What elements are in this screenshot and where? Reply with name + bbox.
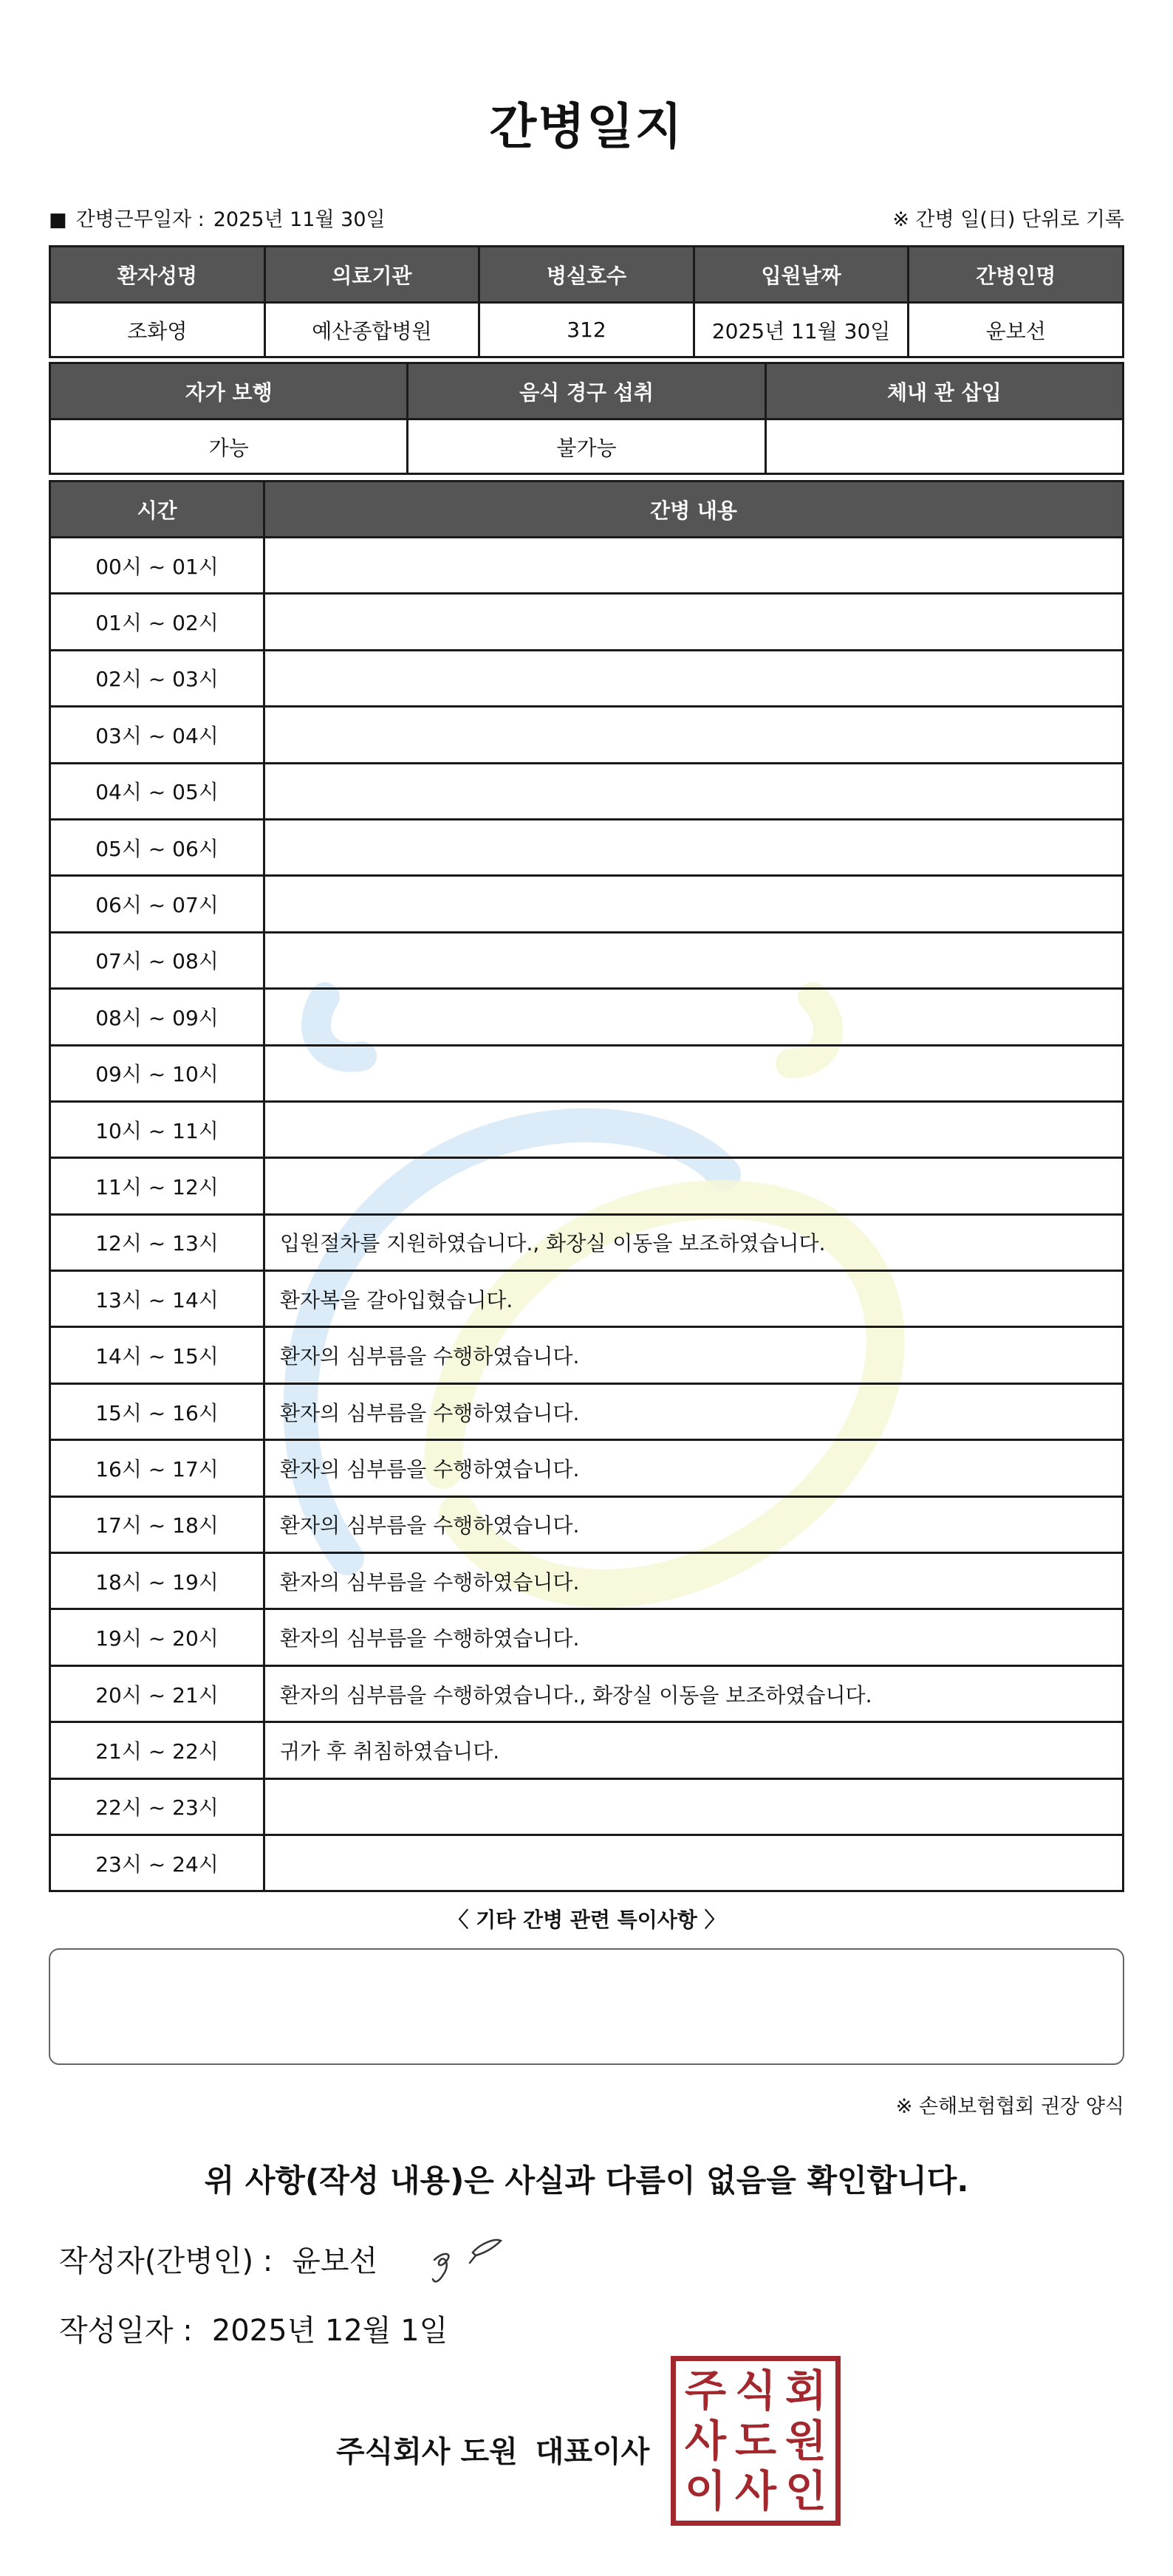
table-row [50,1665,1124,1722]
patient-name: 조화영 [50,303,265,357]
table-row [50,1383,1124,1439]
care-note: 환자의 심부름을 수행하였습니다. [264,1383,1124,1439]
remarks-title: 〈 기타 간병 관련 특이사항 〉 [448,1908,725,1932]
time-slot: 05시 ~ 06시 [50,819,264,875]
care-note [264,1835,1124,1891]
confirmation-statement: 위 사항(작성 내용)은 사실과 다름이 없음을 확인합니다. [204,2162,969,2199]
seal-character: 도 [734,2416,777,2466]
written-date-value: 2025년 12월 1일 [211,2314,448,2348]
writer-line [59,2238,377,2280]
care-log-table [49,480,1124,1892]
care-note [264,932,1124,988]
table-row [50,1553,1124,1609]
header-room: 병실호수 [479,247,694,303]
table-row [50,763,1124,819]
seal-character: 원 [784,2416,827,2466]
signature [421,2230,517,2289]
table-row [50,819,1124,875]
company-line [336,2428,649,2470]
table-row [50,876,1124,932]
time-slot: 08시 ~ 09시 [50,989,264,1045]
patient-info-table [49,245,1124,358]
room-number: 312 [479,303,694,357]
walking-value: 가능 [50,419,408,474]
table-row [50,1609,1124,1665]
header-walking: 자가 보행 [50,363,408,419]
seal-character: 식 [734,2366,777,2416]
table-row [50,1271,1124,1327]
header-admission-date: 입원날짜 [694,247,909,303]
time-slot: 16시 ~ 17시 [50,1440,264,1496]
care-note: 귀가 후 취침하였습니다. [264,1722,1124,1778]
oral-intake-value: 불가능 [408,419,765,474]
time-slot: 19시 ~ 20시 [50,1609,264,1665]
header-caregiver: 간병인명 [909,247,1124,303]
table-row [50,1778,1124,1835]
care-note: 환자의 심부름을 수행하였습니다. [264,1609,1124,1665]
time-slot: 07시 ~ 08시 [50,932,264,988]
remarks-box [49,1948,1124,2065]
table-row [50,1722,1124,1778]
company-seal [671,2356,841,2526]
hospital: 예산종합병원 [264,303,479,357]
care-note: 환자의 심부름을 수행하였습니다., 화장실 이동을 보조하였습니다. [264,1665,1124,1722]
written-date-label: 작성일자 : [59,2314,193,2348]
care-note [264,707,1124,763]
ceo-title: 대표이사 [535,2435,650,2469]
table-row [50,1496,1124,1552]
time-slot: 14시 ~ 15시 [50,1327,264,1383]
care-note: 환자의 심부름을 수행하였습니다. [264,1496,1124,1552]
care-note [264,1045,1124,1101]
care-note: 환자의 심부름을 수행하였습니다. [264,1440,1124,1496]
time-slot: 15시 ~ 16시 [50,1383,264,1439]
table-row [50,538,1124,594]
header-care-content: 간병 내용 [264,482,1124,538]
company-name: 주식회사 도원 [336,2435,518,2469]
time-slot: 02시 ~ 03시 [50,650,264,706]
seal-character: 주 [684,2366,727,2416]
table-row [50,1440,1124,1496]
seal-character: 사 [734,2466,777,2516]
unit-note: ※ 간병 일(日) 단위로 기록 [892,208,1124,231]
time-slot: 03시 ~ 04시 [50,707,264,763]
seal-character: 사 [684,2416,727,2466]
time-slot: 11시 ~ 12시 [50,1158,264,1214]
care-note [264,650,1124,706]
header-oral-intake: 음식 경구 섭취 [408,363,765,419]
care-note [264,594,1124,650]
seal-character: 인 [784,2466,827,2516]
time-slot: 04시 ~ 05시 [50,763,264,819]
caregiver-name: 윤보선 [909,303,1124,357]
time-slot: 09시 ~ 10시 [50,1045,264,1101]
time-slot: 18시 ~ 19시 [50,1553,264,1609]
work-date-label: 간병근무일자 : [75,208,205,231]
written-date-line [59,2307,448,2349]
table-row [50,594,1124,650]
care-note [264,1778,1124,1835]
header-tube-insertion: 체내 관 삽입 [765,363,1123,419]
writer-label: 작성자(간병인) : [59,2244,273,2278]
care-note [264,1158,1124,1214]
header-patient-name: 환자성명 [50,247,265,303]
care-note [264,989,1124,1045]
time-slot: 06시 ~ 07시 [50,876,264,932]
work-date-value: 2025년 11월 30일 [213,208,386,231]
care-note: 입원절차를 지원하였습니다., 화장실 이동을 보조하였습니다. [264,1214,1124,1270]
table-row [50,1835,1124,1891]
table-row [50,932,1124,988]
care-note [264,763,1124,819]
square-bullet-icon: ■ [49,208,67,231]
care-note [264,819,1124,875]
time-slot: 10시 ~ 11시 [50,1101,264,1157]
time-slot: 20시 ~ 21시 [50,1665,264,1722]
header-hospital: 의료기관 [264,247,479,303]
table-row [50,1158,1124,1214]
work-date [49,203,394,232]
seal-character: 회 [784,2366,827,2416]
table-row [50,1101,1124,1157]
care-note [264,1101,1124,1157]
table-row [50,1327,1124,1383]
care-note [264,876,1124,932]
table-row [50,989,1124,1045]
admission-date: 2025년 11월 30일 [694,303,909,357]
writer-name: 윤보선 [292,2244,378,2278]
tube-insertion-value [765,419,1123,474]
time-slot: 01시 ~ 02시 [50,594,264,650]
time-slot: 22시 ~ 23시 [50,1778,264,1835]
time-slot: 21시 ~ 22시 [50,1722,264,1778]
meta-row [49,202,1124,232]
care-note: 환자복을 갈아입혔습니다. [264,1271,1124,1327]
time-slot: 13시 ~ 14시 [50,1271,264,1327]
seal-character: 이 [684,2466,727,2516]
care-note: 환자의 심부름을 수행하였습니다. [264,1327,1124,1383]
care-note: 환자의 심부름을 수행하였습니다. [264,1553,1124,1609]
table-row [50,1214,1124,1270]
recommendation-note: ※ 손해보험협회 권장 양식 [895,2095,1124,2118]
time-slot: 12시 ~ 13시 [50,1214,264,1270]
table-row [50,707,1124,763]
document-title: 간병일지 [489,98,684,155]
time-slot: 23시 ~ 24시 [50,1835,264,1891]
condition-table [49,362,1124,475]
table-row [50,650,1124,706]
table-row [50,1045,1124,1101]
care-note [264,538,1124,594]
header-time: 시간 [50,482,264,538]
time-slot: 17시 ~ 18시 [50,1496,264,1552]
time-slot: 00시 ~ 01시 [50,538,264,594]
